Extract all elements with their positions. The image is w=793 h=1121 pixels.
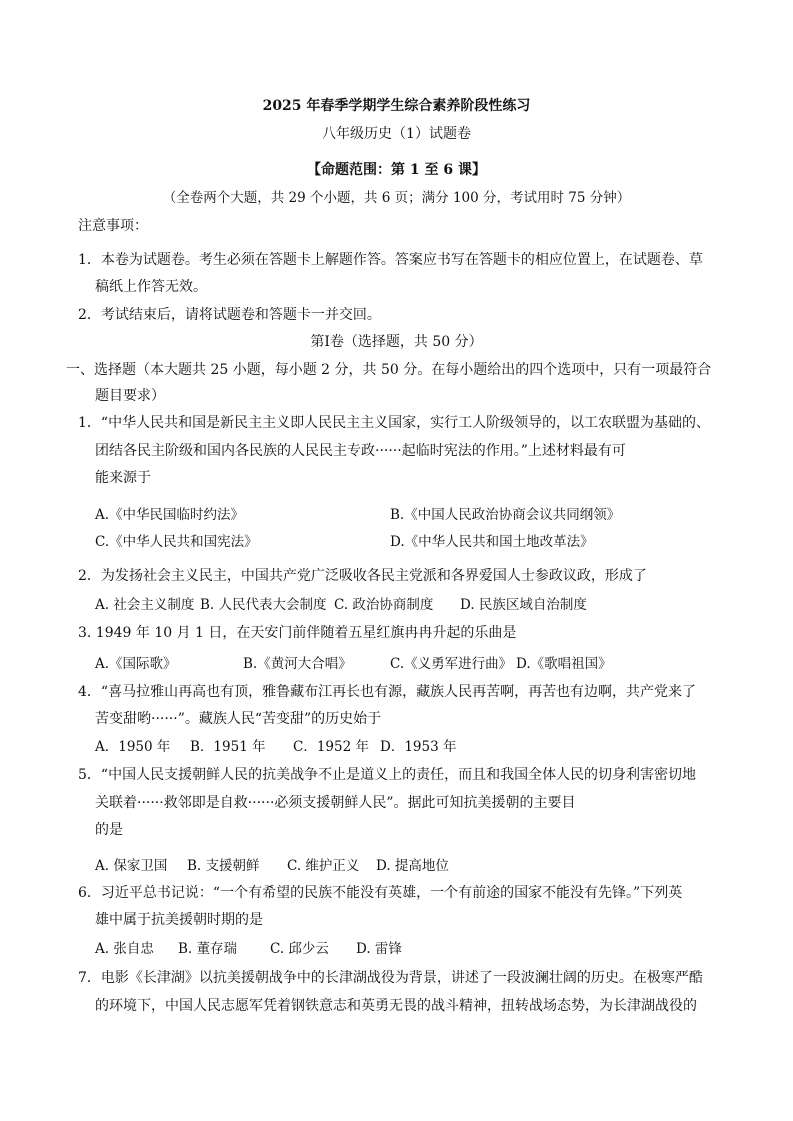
q4-stem-line-1: 4．“喜马拉雅山再高也有顶，雅鲁藏布江再长也有源，藏族人民再苦啊，再苦也有边啊，共产党来了 bbox=[78, 684, 697, 700]
q5-option-c: C. 维护正义 bbox=[287, 858, 360, 874]
q5-option-a: A. 保家卫国 bbox=[95, 858, 168, 874]
q5-option-b: B. 支援朝鲜 bbox=[187, 858, 260, 874]
note-1-line-1: 1．本卷为试题卷。考生必须在答题卡上解题作答。答案应书写在答题卡的相应位置上，在试题卷、草 bbox=[78, 252, 703, 268]
q2-option-b: B. 人民代表大会制度 bbox=[200, 597, 327, 613]
q6-stem-line-2: 雄中属于抗美援朝时期的是 bbox=[95, 912, 263, 928]
q5-stem-line-2: 关联着······救邻即是自救······必须支援朝鲜人民”。据此可知抗美援朝的主要目 bbox=[95, 795, 576, 811]
q3-option-a: A.《国际歌》 bbox=[95, 656, 177, 672]
q1-option-d: D.《中华人民共和国土地改革法》 bbox=[390, 534, 594, 550]
q7-stem-line-1: 7．电影《长津湖》以抗美援朝战争中的长津湖战役为背景，讲述了一段波澜壮阔的历史。在极寒严酷 bbox=[78, 970, 703, 986]
q6-option-c: C. 邱少云 bbox=[270, 941, 329, 957]
q5-option-d: D. 提高地位 bbox=[376, 858, 449, 874]
exam-title: 2025 年春季学期学生综合素养阶段性练习 bbox=[262, 98, 531, 114]
q3-option-c: C.《义勇军进行曲》 bbox=[390, 656, 513, 672]
q1-stem-line-2: 团结各民主阶级和国内各民族的人民民主专政······起临时宪法的作用。”上述材料最有可 bbox=[95, 443, 626, 459]
q3-option-b: B.《黄河大合唱》 bbox=[243, 656, 352, 672]
q2-option-d: D. 民族区域自治制度 bbox=[460, 597, 587, 613]
note-2: 2．考试结束后，请将试题卷和答题卡一并交回。 bbox=[78, 307, 381, 323]
exam-scope: 【命题范围：第 1 至 6 课】 bbox=[307, 162, 486, 178]
notes-heading: 注意事项： bbox=[78, 218, 148, 234]
q3-option-d: D.《歌唱祖国》 bbox=[516, 656, 612, 672]
q4-option-b: B．1951 年 bbox=[190, 739, 266, 755]
q5-stem-line-1: 5．“中国人民支援朝鲜人民的抗美战争不止是道义上的责任，而且和我国全体人民的切身利害密切地 bbox=[78, 767, 697, 783]
q4-option-a: A．1950 年 bbox=[95, 739, 171, 755]
q2-option-a: A. 社会主义制度 bbox=[95, 597, 195, 613]
section-1-line-2: 题目要求） bbox=[95, 388, 165, 404]
part-1-heading: 第Ⅰ卷（选择题，共 50 分） bbox=[310, 334, 483, 350]
q6-option-b: B. 董存瑞 bbox=[178, 941, 238, 957]
q4-stem-line-2: 苦变甜哟······”。藏族人民“苦变甜”的历史始于 bbox=[95, 711, 382, 727]
q6-stem-line-1: 6．习近平总书记说：“一个有希望的民族不能没有英雄，一个有前途的国家不能没有先锋。”下列英 bbox=[78, 885, 683, 901]
q7-stem-line-2: 的环境下，中国人民志愿军凭着钢铁意志和英勇无畏的战斗精神，扭转战场态势，为长津湖战役的 bbox=[95, 998, 697, 1014]
q5-stem-line-3: 的是 bbox=[95, 822, 123, 838]
q6-option-a: A. 张自忠 bbox=[95, 941, 154, 957]
q2-stem: 2．为发扬社会主义民主，中国共产党广泛吸收各民主党派和各界爱国人士参政议政，形成了 bbox=[78, 568, 647, 584]
q1-option-b: B.《中国人民政治协商会议共同纲领》 bbox=[390, 507, 621, 523]
section-1-line-1: 一、选择题（本大题共 25 小题，每小题 2 分，共 50 分。在每小题给出的四个选项中，只有一项最符合 bbox=[66, 362, 712, 378]
q3-stem: 3. 1949 年 10 月 1 日，在天安门前伴随着五星红旗冉冉升起的乐曲是 bbox=[78, 625, 517, 641]
note-1-line-2: 稿纸上作答无效。 bbox=[95, 279, 207, 295]
q1-stem-line-3: 能来源于 bbox=[95, 470, 151, 486]
q2-option-c: C. 政治协商制度 bbox=[334, 597, 434, 613]
q4-option-c: C．1952 年 bbox=[293, 739, 369, 755]
exam-info: （全卷两个大题，共 29 个小题，共 6 页；满分 100 分，考试用时 75 分钟） bbox=[162, 190, 631, 206]
q1-stem-line-1: 1．“中华人民共和国是新民主主义即人民民主主义国家，实行工人阶级领导的，以工农联盟为基础的、 bbox=[78, 415, 711, 431]
q4-option-d: D．1953 年 bbox=[380, 739, 457, 755]
q1-option-c: C.《中华人民共和国宪法》 bbox=[95, 534, 258, 550]
exam-subtitle: 八年级历史（1）试题卷 bbox=[322, 126, 471, 142]
q1-option-a: A.《中华民国临时约法》 bbox=[95, 507, 245, 523]
q6-option-d: D. 雷锋 bbox=[356, 941, 402, 957]
